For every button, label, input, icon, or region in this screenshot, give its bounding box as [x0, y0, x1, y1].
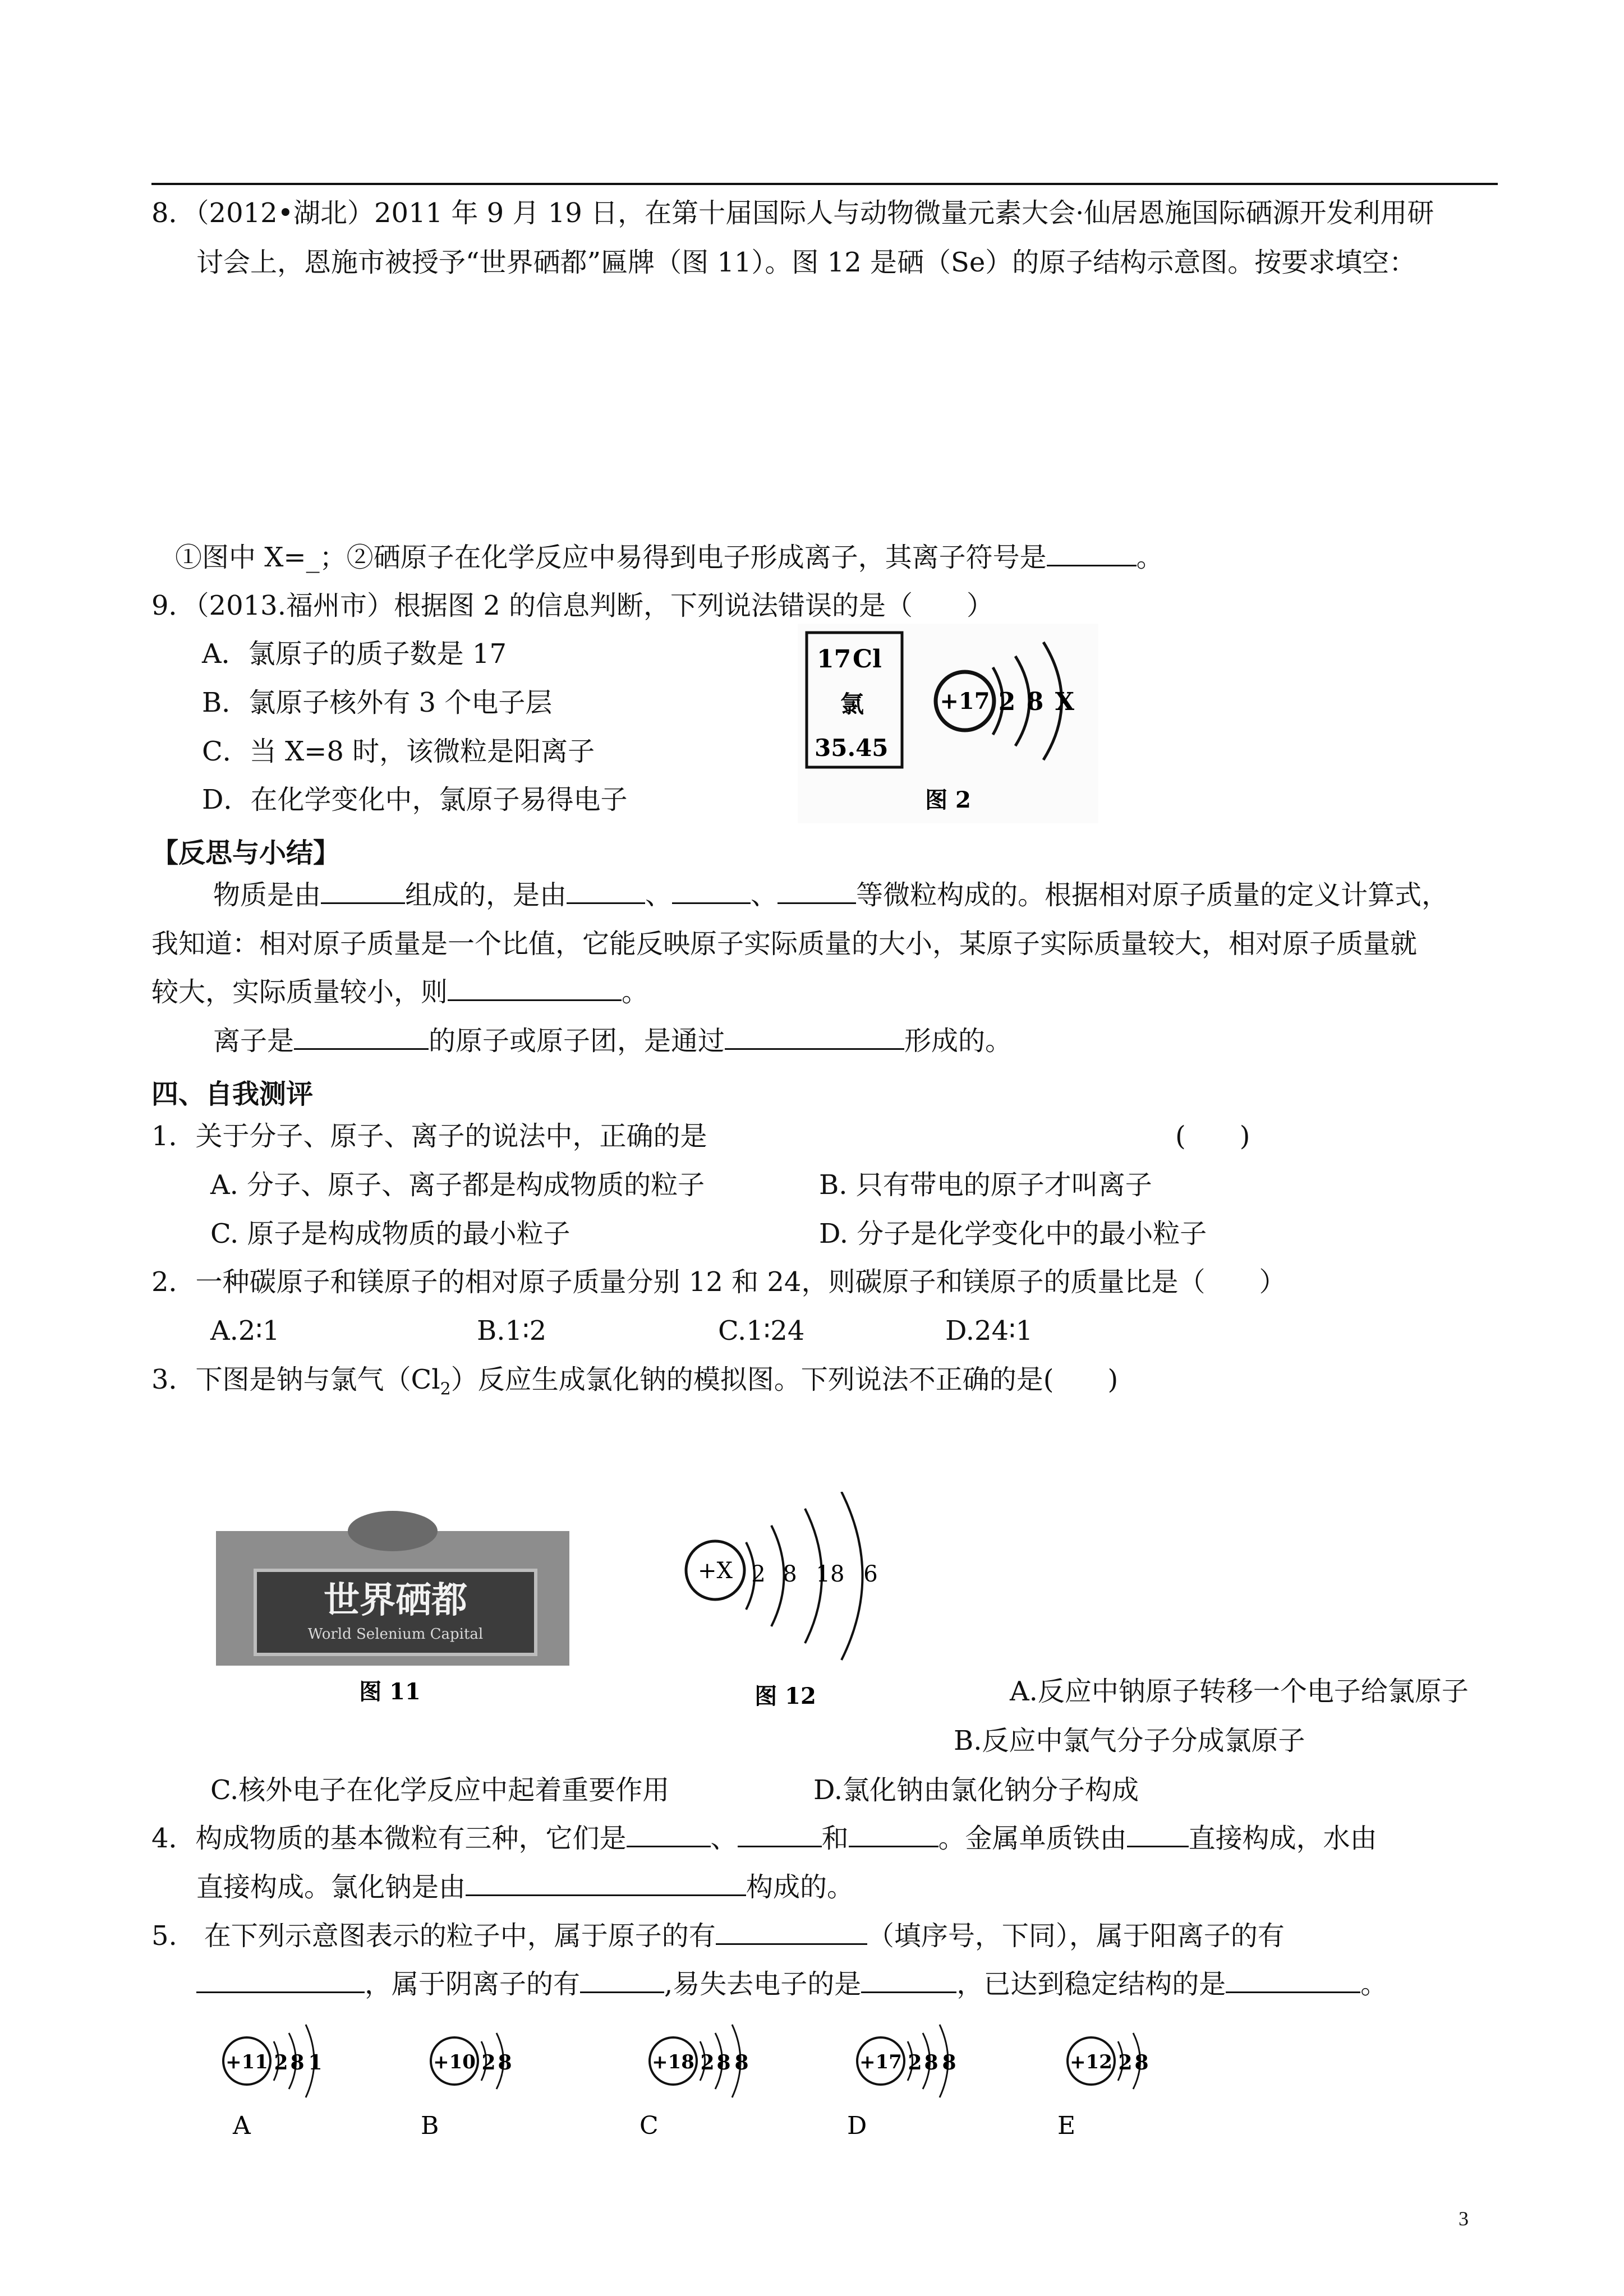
figure-11-caption: 图 11 [359, 1679, 421, 1705]
element-symbol: Cl [853, 645, 882, 674]
q5-blank-atoms[interactable] [716, 1921, 867, 1945]
diagram-d-shell-3-count: 8 [942, 2051, 956, 2074]
q5-diagrams [208, 2019, 1217, 2148]
q9-option-d: D．在化学变化中，氯原子易得电子 [202, 784, 628, 815]
q5-f: 。 [1360, 1968, 1388, 2000]
q9-stem: 9．（2013.福州市）根据图 2 的信息判断，下列说法错误的是（ ） [151, 590, 994, 621]
q4-e: 直接构成，水由 [1188, 1823, 1377, 1854]
reflection-p4-c: 形成的。 [904, 1025, 1013, 1057]
q1-option-a: A. 分子、原子、离子都是构成物质的粒子 [210, 1169, 705, 1201]
element-name: 氯 [840, 690, 864, 718]
header-rule [151, 183, 1498, 185]
reflection-p4-a: 离子是 [213, 1025, 295, 1057]
figure-12 [673, 1492, 965, 1716]
diagram-e-label: E [1057, 2111, 1076, 2140]
reflection-p3-b: 。 [622, 976, 649, 1008]
diagram-e-shell-2-count: 8 [1134, 2051, 1149, 2074]
reflection-p3-a: 较大，实际质量较小，则 [151, 976, 448, 1008]
q1-paren: ( ) [1175, 1121, 1250, 1152]
blank-ion-definition[interactable] [294, 1026, 429, 1050]
q1-stem: 1．关于分子、原子、离子的说法中，正确的是 [151, 1121, 707, 1152]
q8-answer-blank[interactable] [1047, 542, 1137, 566]
chlorine-shell-3-count: X [1055, 688, 1075, 716]
q4-blank-3[interactable] [849, 1823, 938, 1847]
q1-option-b: B. 只有带电的原子才叫离子 [819, 1169, 1152, 1201]
diagram-a-shell-2-count: 8 [290, 2051, 305, 2074]
reflection-p1-e: 等微粒构成的。根据相对原子质量的定义计算式， [856, 879, 1449, 911]
q5-blank-cations[interactable] [196, 1969, 365, 1993]
diagram-a-nucleus-label: +11 [226, 2051, 268, 2073]
q3-stem-b: ）反应生成氯化钠的模拟图。下列说法不正确的是( ) [450, 1364, 1119, 1395]
self-test-heading: 四、自我测评 [151, 1078, 314, 1110]
selenium-shell-3-count: 18 [816, 1561, 845, 1587]
selenium-nucleus-label: +X [698, 1558, 733, 1584]
diagram-e [1057, 2033, 1149, 2140]
diagram-c-shell-2-count: 8 [716, 2051, 731, 2074]
reflection-p3 [151, 976, 648, 1009]
diagram-a-shell-3-count: 1 [308, 2051, 323, 2074]
reflection-p1-a: 物质是由 [213, 879, 321, 911]
reflection-p4 [213, 1025, 1012, 1058]
figure-2-caption: 图 2 [925, 787, 971, 813]
blank-composition[interactable] [321, 880, 405, 904]
reflection-p1-c: 、 [645, 879, 673, 911]
diagram-d [847, 2025, 956, 2140]
q8-fill [175, 542, 1163, 574]
q4-blank-1[interactable] [627, 1823, 711, 1847]
plaque-subtext: World Selenium Capital [307, 1626, 484, 1643]
selenium-shell-2 [771, 1525, 784, 1626]
q4-f: 直接构成。氯化钠是由 [196, 1871, 466, 1903]
q3-stem-a: 3．下图是钠与氯气（Cl [151, 1364, 440, 1395]
blank-particle-2[interactable] [672, 880, 751, 904]
q5-blank-lose-electrons[interactable] [861, 1969, 956, 1993]
blank-particle-1[interactable] [567, 880, 645, 904]
q5-blank-anions[interactable] [580, 1969, 664, 1993]
q2-option-c: C.1∶24 [718, 1315, 805, 1347]
q1-option-d: D. 分子是化学变化中的最小粒子 [819, 1218, 1207, 1250]
diagram-c [640, 2025, 749, 2140]
q5-blank-stable[interactable] [1226, 1969, 1360, 1993]
q8-end: 。 [1136, 542, 1163, 573]
q5-line2 [196, 1968, 1387, 2001]
diagram-e-shell-1-count: 2 [1118, 2051, 1133, 2074]
diagram-b [421, 2033, 512, 2140]
diagram-c-shell-3-count: 8 [734, 2051, 749, 2074]
q4-d: 。金属单质铁由 [938, 1823, 1127, 1854]
diagram-b-shell-2-count: 8 [498, 2051, 512, 2074]
q2-option-d: D.24∶1 [945, 1315, 1033, 1347]
chlorine-shell-1-count: 2 [998, 688, 1016, 716]
q9-option-b: B．氯原子核外有 3 个电子层 [202, 687, 553, 718]
q5-e: ，已达到稳定结构的是 [956, 1968, 1226, 2000]
diagram-e-nucleus-label: +12 [1070, 2051, 1112, 2073]
q3-option-b: B.反应中氯气分子分成氯原子 [954, 1725, 1305, 1756]
diagram-c-nucleus-label: +18 [652, 2051, 694, 2073]
q5-d: ,易失去电子的是 [664, 1968, 862, 2000]
reflection-p1 [213, 879, 1448, 912]
q4-c: 和 [821, 1823, 849, 1854]
reflection-p1-d: 、 [751, 879, 778, 911]
diagram-d-label: D [847, 2111, 867, 2140]
diagram-c-label: C [640, 2111, 659, 2140]
q2-stem: 2．一种碳原子和镁原子的相对原子质量分别 12 和 24，则碳原子和镁原子的质量比是（ ） [151, 1266, 1286, 1298]
diagram-d-nucleus-label: +17 [859, 2051, 902, 2073]
diagram-a-label: A [233, 2111, 251, 2140]
q4-b: 、 [710, 1823, 738, 1854]
q8-line2: 讨会上，恩施市被授予“世界硒都”匾牌（图 11）。图 12 是硒（Se）的原子结构示意图。按要求填空： [196, 247, 1416, 278]
chlorine-shell-2-count: 8 [1026, 688, 1044, 716]
figure-2 [797, 623, 1099, 824]
diagram-d-shell-2-count: 8 [924, 2051, 938, 2074]
q2-option-a: A.2∶1 [210, 1315, 280, 1347]
q2-option-b: B.1∶2 [477, 1315, 547, 1347]
q4-line1 [151, 1823, 1377, 1855]
reflection-heading: 【反思与小结】 [151, 837, 341, 869]
q8-fill-text: ①图中 X=_；②硒原子在化学反应中易得到电子形成离子，其离子符号是 [175, 542, 1047, 573]
diagram-a-shell-1-count: 2 [274, 2051, 288, 2074]
blank-ion-formation[interactable] [725, 1026, 904, 1050]
selenium-shell-2-count: 8 [783, 1561, 797, 1587]
q4-blank-iron[interactable] [1127, 1823, 1189, 1847]
diagram-a [223, 2025, 323, 2140]
q3-option-d: D.氯化钠由氯化钠分子构成 [813, 1774, 1139, 1806]
q3-stem-subscript: 2 [440, 1379, 451, 1399]
q3-stem [151, 1364, 1118, 1400]
diagram-c-shell-1-count: 2 [700, 2051, 715, 2074]
diagram-b-nucleus-label: +10 [433, 2051, 476, 2073]
reflection-p1-b: 组成的，是由 [405, 879, 567, 911]
reflection-p2: 我知道：相对原子质量是一个比值，它能反映原子实际质量的大小，某原子实际质量较大，相对原子质量就 [151, 928, 1418, 960]
chlorine-nucleus-label: +17 [940, 688, 990, 714]
diagram-b-shell-1-count: 2 [481, 2051, 496, 2074]
q5-c: ，属于阴离子的有 [365, 1968, 581, 2000]
figure-12-caption: 图 12 [755, 1683, 816, 1709]
q5-line1 [151, 1920, 1285, 1953]
q3-option-c: C.核外电子在化学反应中起着重要作用 [210, 1774, 670, 1806]
q4-a: 4．构成物质的基本微粒有三种，它们是 [151, 1823, 627, 1854]
diagram-b-label: B [421, 2111, 439, 2140]
blank-relative-mass[interactable] [448, 977, 622, 1001]
q5-b: （填序号，下同），属于阳离子的有 [867, 1920, 1285, 1952]
selenium-shell-4-count: 6 [863, 1561, 878, 1587]
q9-option-c: C．当 X=8 时，该微粒是阳离子 [202, 736, 595, 767]
blank-particle-3[interactable] [778, 880, 856, 904]
plaque-ribbon [348, 1511, 438, 1551]
q1-option-c: C. 原子是构成物质的最小粒子 [210, 1218, 571, 1250]
selenium-shell-4 [841, 1492, 863, 1660]
figure-11 [216, 1509, 569, 1711]
q9-option-a: A．氯原子的质子数是 17 [202, 638, 507, 670]
q4-line2 [196, 1871, 854, 1904]
reflection-p4-b: 的原子或原子团，是通过 [429, 1025, 725, 1057]
q4-blank-2[interactable] [738, 1823, 822, 1847]
element-mass: 35.45 [815, 734, 889, 762]
plaque-text: 世界硒都 [324, 1579, 467, 1621]
diagram-d-shell-1-count: 2 [908, 2051, 922, 2074]
q4-blank-nacl[interactable] [466, 1872, 746, 1896]
q3-option-a: A.反应中钠原子转移一个电子给氯原子 [1010, 1676, 1469, 1707]
q4-g: 构成的。 [746, 1871, 854, 1903]
page-number: 3 [1459, 2207, 1469, 2230]
q8-line1: 8．（2012•湖北）2011 年 9 月 19 日，在第十届国际人与动物微量元素大会·仙居恩施国际硒源开发利用研 [151, 197, 1434, 229]
selenium-shell-1-count: 2 [751, 1561, 766, 1587]
element-number: 17 [817, 645, 852, 674]
q5-a: 5. 在下列示意图表示的粒子中，属于原子的有 [151, 1920, 716, 1952]
